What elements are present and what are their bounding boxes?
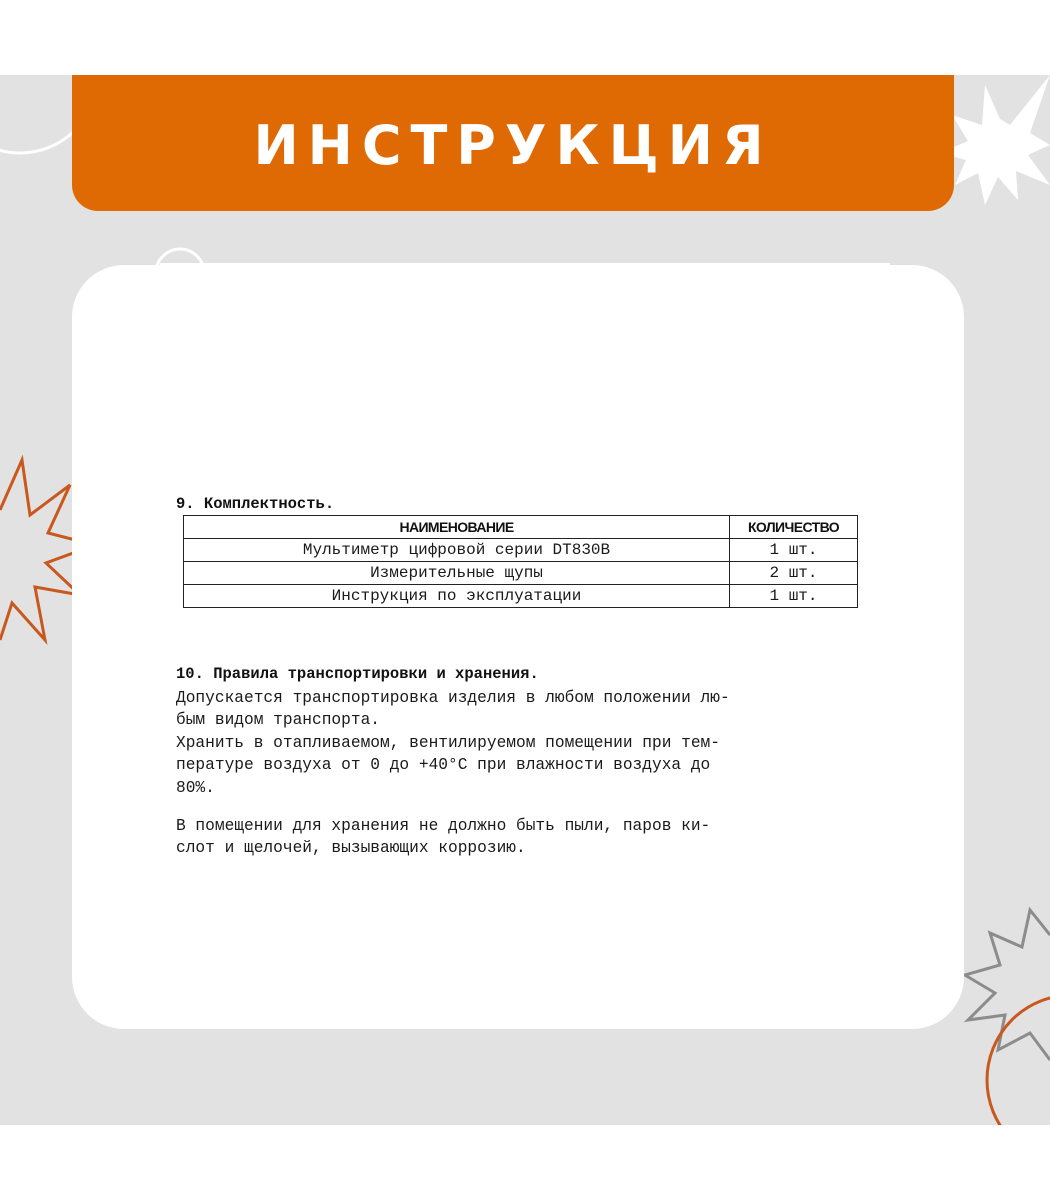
section-10-title: 10. Правила транспортировки и хранения. [176, 665, 539, 683]
table-row [184, 585, 858, 608]
kit-item-name: Измерительные щупы [184, 562, 730, 585]
section-10-paragraph-1 [176, 687, 730, 799]
table-row [184, 562, 858, 585]
decor-starburst-gray-right [965, 910, 1050, 1060]
page-title: ИНСТРУКЦИЯ [253, 113, 773, 177]
kit-table-header-name: НАИМЕНОВАНИЕ [184, 516, 730, 539]
kit-item-name: Инструкция по эксплуатации [184, 585, 730, 608]
kit-table-header-row [184, 516, 858, 539]
section-10-paragraph-2 [176, 815, 710, 860]
kit-item-quantity: 1 шт. [730, 539, 858, 562]
section-9-title: 9. Комплектность. [176, 495, 335, 513]
kit-item-quantity: 1 шт. [730, 585, 858, 608]
text-line: пературе воздуха от 0 до +40°С при влажности воздуха до [176, 756, 711, 775]
kit-item-name: Мультиметр цифровой серии DT830B [184, 539, 730, 562]
decor-starburst-white-top-right [940, 75, 1050, 205]
text-line: 80%. [176, 778, 215, 797]
text-line: Хранить в отапливаемом, вентилируемом помещении при тем- [176, 733, 720, 752]
text-line: слот и щелочей, вызывающих коррозию. [176, 839, 526, 858]
decor-circle-orange-bottom-right [987, 995, 1050, 1125]
page-canvas [0, 75, 1050, 1125]
document-card [72, 265, 964, 1029]
kit-table-header-quantity: КОЛИЧЕСТВО [730, 516, 858, 539]
kit-item-quantity: 2 шт. [730, 562, 858, 585]
header-banner [72, 75, 954, 211]
text-line: В помещении для хранения не должно быть пыли, паров ки- [176, 817, 711, 835]
text-line: Допускается транспортировка изделия в любом положении лю- [176, 689, 730, 707]
text-line: бым видом транспорта. [176, 711, 380, 730]
table-row [184, 539, 858, 562]
kit-table [183, 515, 858, 608]
